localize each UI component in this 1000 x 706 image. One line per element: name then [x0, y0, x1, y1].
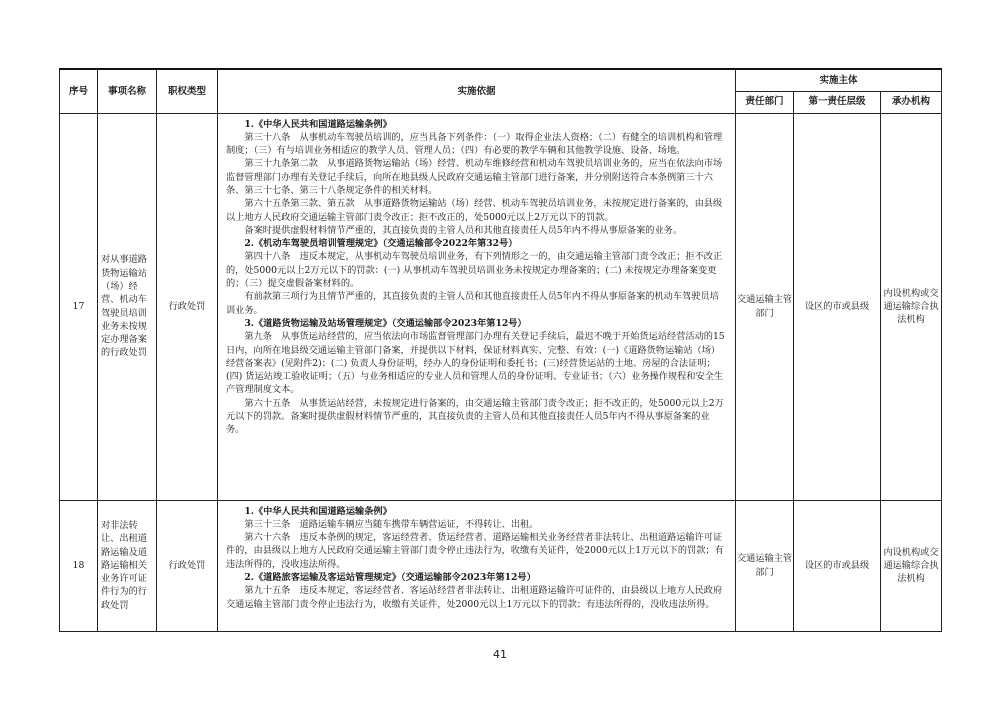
header-power-type: 职权类型 [157, 69, 218, 113]
row-resp-dept: 交通运输主管部门 [736, 500, 794, 631]
table-header [60, 69, 942, 113]
header-seq: 序号 [60, 69, 98, 113]
row-item-name: 对从事道路货物运输站（场）经营、机动车驾驶员培训业务未按规定办理备案的行政处罚 [98, 113, 157, 500]
law-clause: 备案时提供虚假材料情节严重的，其直接负责的主管人员和其他直接责任人员5年内不得从事原备案的业务。 [244, 224, 683, 236]
row-item-name: 对非法转让、出租道路运输及道路运输相关业务许可证件行为的行政处罚 [98, 500, 157, 631]
header-subject: 实施主体 [736, 69, 942, 91]
row-organ: 内设机构或交通运输综合执法机构 [881, 113, 942, 500]
law-title: 2.《道路旅客运输及客运站管理规定》（交通运输部令2023年第12号） [244, 571, 536, 583]
row-resp-dept: 交通运输主管部门 [736, 113, 794, 500]
law-title: 3.《道路货物运输及站场管理规定》（交通运输部令2023年第12号） [244, 317, 527, 329]
row-seq: 17 [60, 113, 98, 500]
regulation-table [59, 68, 942, 632]
law-title: 1.《中华人民共和国道路运输条例》 [244, 505, 392, 517]
law-clause: 第六十五条第三款、第五款 从事道路货物运输站（场）经营、机动车驾驶员培训业务，未按规定进行备案的，由县级以上地方人民政府交通运输主管部门责令改正；拒不改正的，处5000元以上2万元以下的罚款。 [226, 198, 723, 223]
row-first-level: 设区的市或县级 [794, 113, 881, 500]
law-clause: 第三十九条第二款 从事道路货物运输站（场）经营、机动车维修经营和机动车驾驶员培训业务的，应当在依法向市场监督管理部门办理有关登记手续后，向所在地县级人民政府交通运输主管部门进行备案，并分别附送符合本条例第三十六条、第三十七条、第三十八条规定条件的相关材料。 [226, 158, 723, 196]
header-basis: 实施依据 [218, 69, 736, 113]
header-resp-dept: 责任部门 [736, 91, 794, 113]
table-row [60, 500, 942, 631]
law-clause: 第三十三条 道路运输车辆应当随车携带车辆营运证，不得转让、出租。 [244, 518, 539, 530]
law-clause: 有前款第三项行为且情节严重的，其直接负责的主管人员和其他直接责任人员5年内不得从事原备案的机动车驾驶员培训业务。 [226, 291, 719, 316]
header-item-name: 事项名称 [98, 69, 157, 113]
row-seq: 18 [60, 500, 98, 631]
law-clause: 第九十五条 违反本规定，客运经营者、客运站经营者非法转让、出租道路运输许可证件的，由县级以上地方人民政府交通运输主管部门责令停止违法行为，收缴有关证件，处2000元以上1万元以下的罚款；有违法所得的，没收违法所得。 [226, 585, 723, 610]
row-basis [218, 500, 736, 631]
row-power-type: 行政处罚 [157, 113, 218, 500]
law-clause: 第四十八条 违反本规定，从事机动车驾驶员培训业务，有下列情形之一的，由交通运输主管部门责令改正；拒不改正的，处5000元以上2万元以下的罚款：(一) 从事机动车驾驶员培训业务未按规定办理备案的；(二) 未按规定办理备案变更的；（三）提交虚假备案材料的。 [226, 251, 723, 290]
header-organ: 承办机构 [881, 91, 942, 113]
table-row [60, 113, 942, 500]
row-power-type: 行政处罚 [157, 500, 218, 631]
law-title: 2.《机动车驾驶员培训管理规定》（交通运输部令2022年第32号） [244, 238, 518, 250]
row-first-level: 设区的市或县级 [794, 500, 881, 631]
law-clause: 第六十六条 违反本条例的规定，客运经营者、货运经营者、道路运输相关业务经营者非法转让、出租道路运输许可证件的，由县级以上地方人民政府交通运输主管部门责令停止违法行为，收缴有关证件，处2000元以上1万元以下的罚款；有违法所得的，没收违法所得。 [226, 532, 724, 570]
header-first-level: 第一责任层级 [794, 91, 881, 113]
law-title: 1.《中华人民共和国道路运输条例》 [244, 118, 392, 130]
row-basis [218, 113, 736, 500]
law-clause: 第六十五条 从事货运站经营，未按规定进行备案的，由交通运输主管部门责令改正；拒不改正的，处5000元以上2万元以下的罚款。备案时提供虚假材料情节严重的，其直接负责的主管人员和其他直接责任人员5年内不得从事原备案的业务。 [226, 397, 724, 436]
law-clause: 第九条 从事货运站经营的，应当依法向市场监督管理部门办理有关登记手续后，最迟不晚于开始货运站经营活动的15日内，向所在地县级交通运输主管部门备案，并提供以下材料，保证材料真实、完整、有效：(一)《道路货物运输站（场）经营备案表》(见附件2)；(二) 负责人身份证明，经办人的身份证明和委托书；(三)经营货运站的土地、房屋的合法证明；(四) 货运站竣工验收证明；（五）与业务相适应的专业人员和管理人员的身份证明、专业证书；（六）业务操作规程和安全生产管理制度文本。 [226, 331, 725, 396]
row-organ: 内设机构或交通运输综合执法机构 [881, 500, 942, 631]
law-clause: 第三十八条 从事机动车驾驶员培训的，应当具备下列条件：（一）取得企业法人资格；（二）有健全的培训机构和管理制度；（三）有与培训业务相适应的教学人员、管理人员；（四）有必要的教学车辆和其他教学设施、设备、场地。 [226, 131, 723, 157]
page-number: 41 [493, 648, 507, 661]
